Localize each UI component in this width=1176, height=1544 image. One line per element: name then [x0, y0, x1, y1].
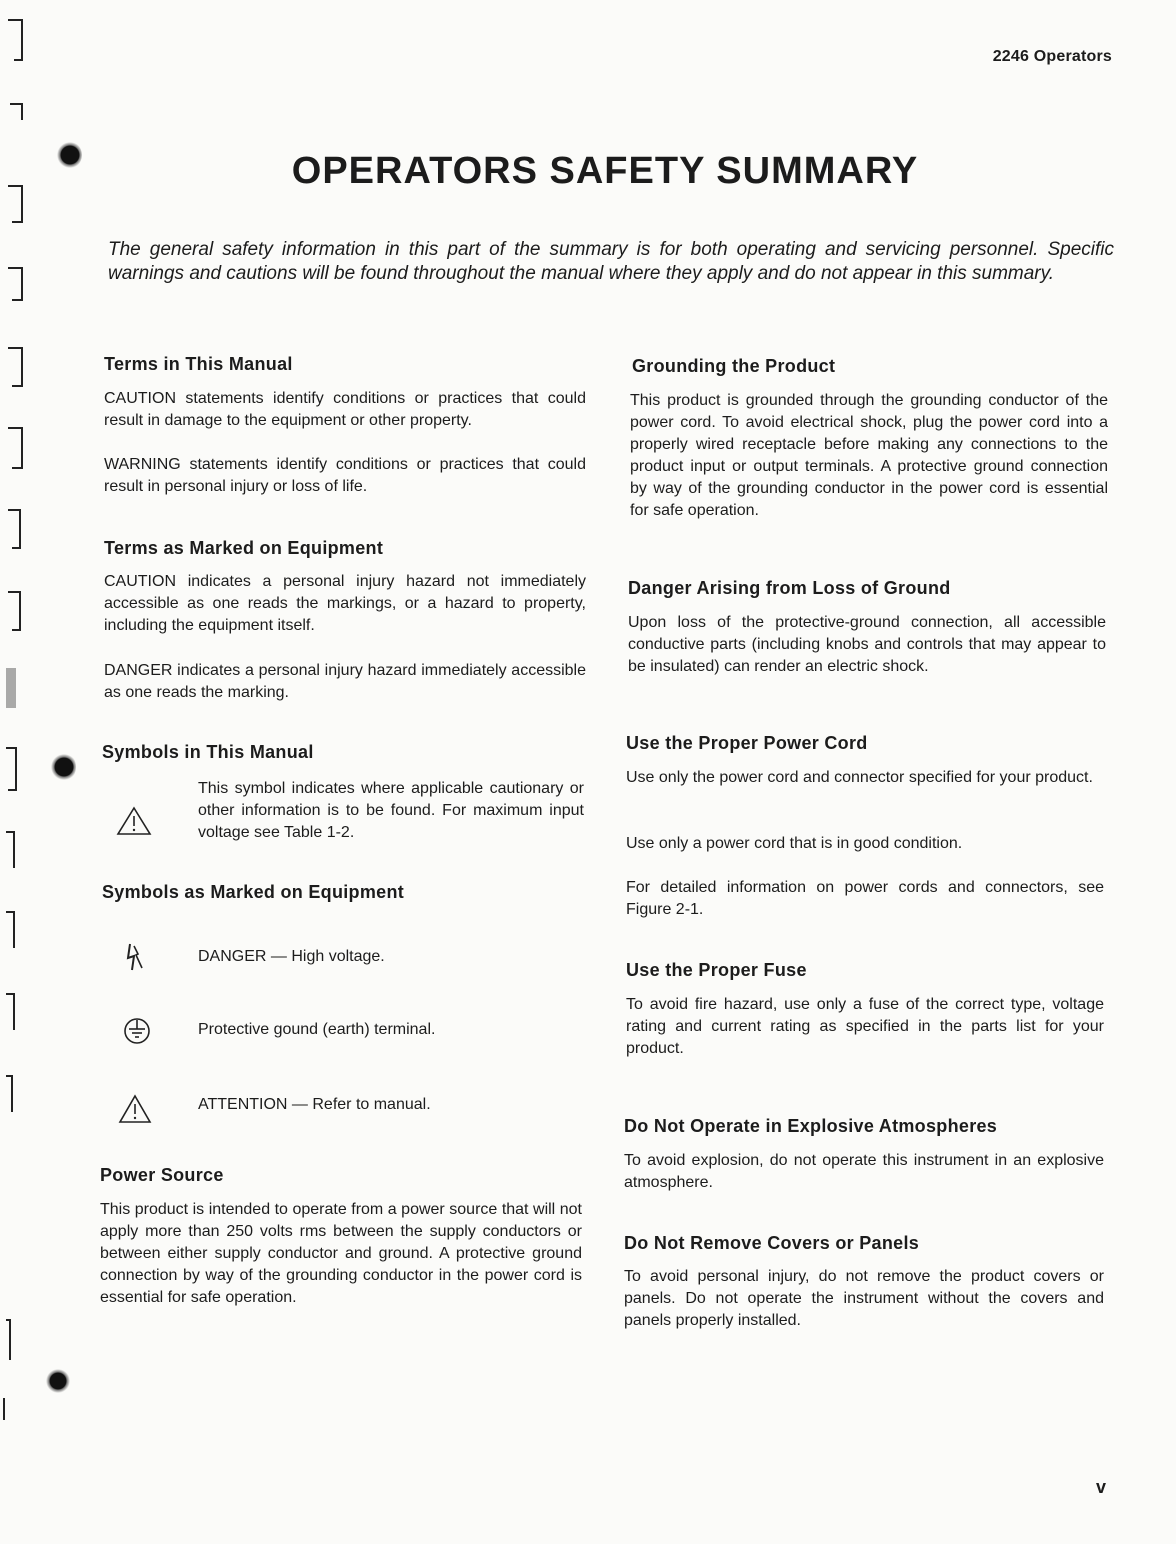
- terms-manual-caution: CAUTION statements identify conditions or practices that could result in damage to the equipment or other property.: [104, 390, 586, 429]
- grounding-heading: Grounding the Product: [632, 356, 836, 376]
- covers-text: To avoid personal injury, do not remove the product covers or panels. Do not operate the instrument without the covers and panels properly installed.: [624, 1268, 1104, 1329]
- punch-hole-bottom: [40, 1366, 70, 1396]
- terms-equipment-danger: DANGER indicates a personal injury hazard immediately accessible as one reads the marking.: [104, 662, 586, 701]
- symbols-manual-description: This symbol indicates where applicable cautionary or other information is to be found. For maximum input voltage see Table 1-2.: [198, 780, 584, 841]
- power-cord-text-3: For detailed information on power cords and connectors, see Figure 2-1.: [626, 879, 1104, 918]
- intro-paragraph: The general safety information in this part of the summary is for both operating and servicing personnel. Specific warnings and cautions will be found throughout the manual where they apply and do not appear in this summary.: [108, 239, 1114, 284]
- terms-equipment-heading: Terms as Marked on Equipment: [104, 538, 384, 558]
- power-cord-heading: Use the Proper Power Cord: [626, 733, 868, 753]
- terms-equipment-caution: CAUTION indicates a personal injury hazard not immediately accessible as one reads the markings, or a hazard to property, including the equipment itself.: [104, 573, 586, 634]
- page-number: v: [1095, 1477, 1106, 1497]
- attention-label: ATTENTION — Refer to manual.: [198, 1096, 431, 1113]
- document-label: 2246 Operators: [992, 48, 1112, 65]
- power-source-heading: Power Source: [100, 1165, 224, 1185]
- attention-triangle-icon: [118, 1094, 152, 1124]
- loss-of-ground-text: Upon loss of the protective-ground connection, all accessible conductive parts (including knobs and controls that may appear to be insulated) can render an electric shock.: [628, 614, 1106, 675]
- page-title: OPERATORS SAFETY SUMMARY: [291, 150, 919, 192]
- fuse-text: To avoid fire hazard, use only a fuse of the correct type, voltage rating and current rating as specified in the parts list for your product.: [626, 996, 1104, 1057]
- warning-triangle-icon: [116, 806, 152, 836]
- power-cord-text-1: Use only the power cord and connector specified for your product.: [626, 769, 1093, 786]
- symbols-equipment-heading: Symbols as Marked on Equipment: [102, 882, 405, 902]
- grounding-text: This product is grounded through the grounding conductor of the power cord. To avoid electrical shock, plug the power cord into a properly wired receptacle before making any connections to the product input or output terminals. A protective ground connection by way of the grounding conductor in the power cord is essential for safe operation.: [630, 392, 1108, 519]
- explosive-text: To avoid explosion, do not operate this instrument in an explosive atmosphere.: [624, 1152, 1104, 1191]
- terms-manual-heading: Terms in This Manual: [104, 354, 293, 374]
- loss-of-ground-heading: Danger Arising from Loss of Ground: [628, 578, 951, 598]
- high-voltage-icon: [124, 942, 148, 972]
- binding-edge-marks: [0, 0, 40, 1544]
- terms-manual-warning: WARNING statements identify conditions or practices that could result in personal injury or loss of life.: [104, 456, 586, 495]
- covers-heading: Do Not Remove Covers or Panels: [624, 1233, 920, 1253]
- protective-ground-icon: [122, 1016, 152, 1046]
- fuse-heading: Use the Proper Fuse: [626, 960, 807, 980]
- power-cord-text-2: Use only a power cord that is in good condition.: [626, 835, 963, 852]
- protective-ground-label: Protective gound (earth) terminal.: [198, 1021, 436, 1038]
- high-voltage-label: DANGER — High voltage.: [198, 948, 385, 965]
- symbols-manual-heading: Symbols in This Manual: [102, 742, 314, 762]
- punch-hole-middle: [46, 750, 76, 784]
- power-source-text: This product is intended to operate from a power source that will not apply more than 250 volts rms between the supply conductors or between either supply conductor and ground. A protective ground connection by way of the grounding conductor in the power cord is essential for safe operation.: [100, 1201, 582, 1306]
- explosive-heading: Do Not Operate in Explosive Atmospheres: [624, 1116, 998, 1136]
